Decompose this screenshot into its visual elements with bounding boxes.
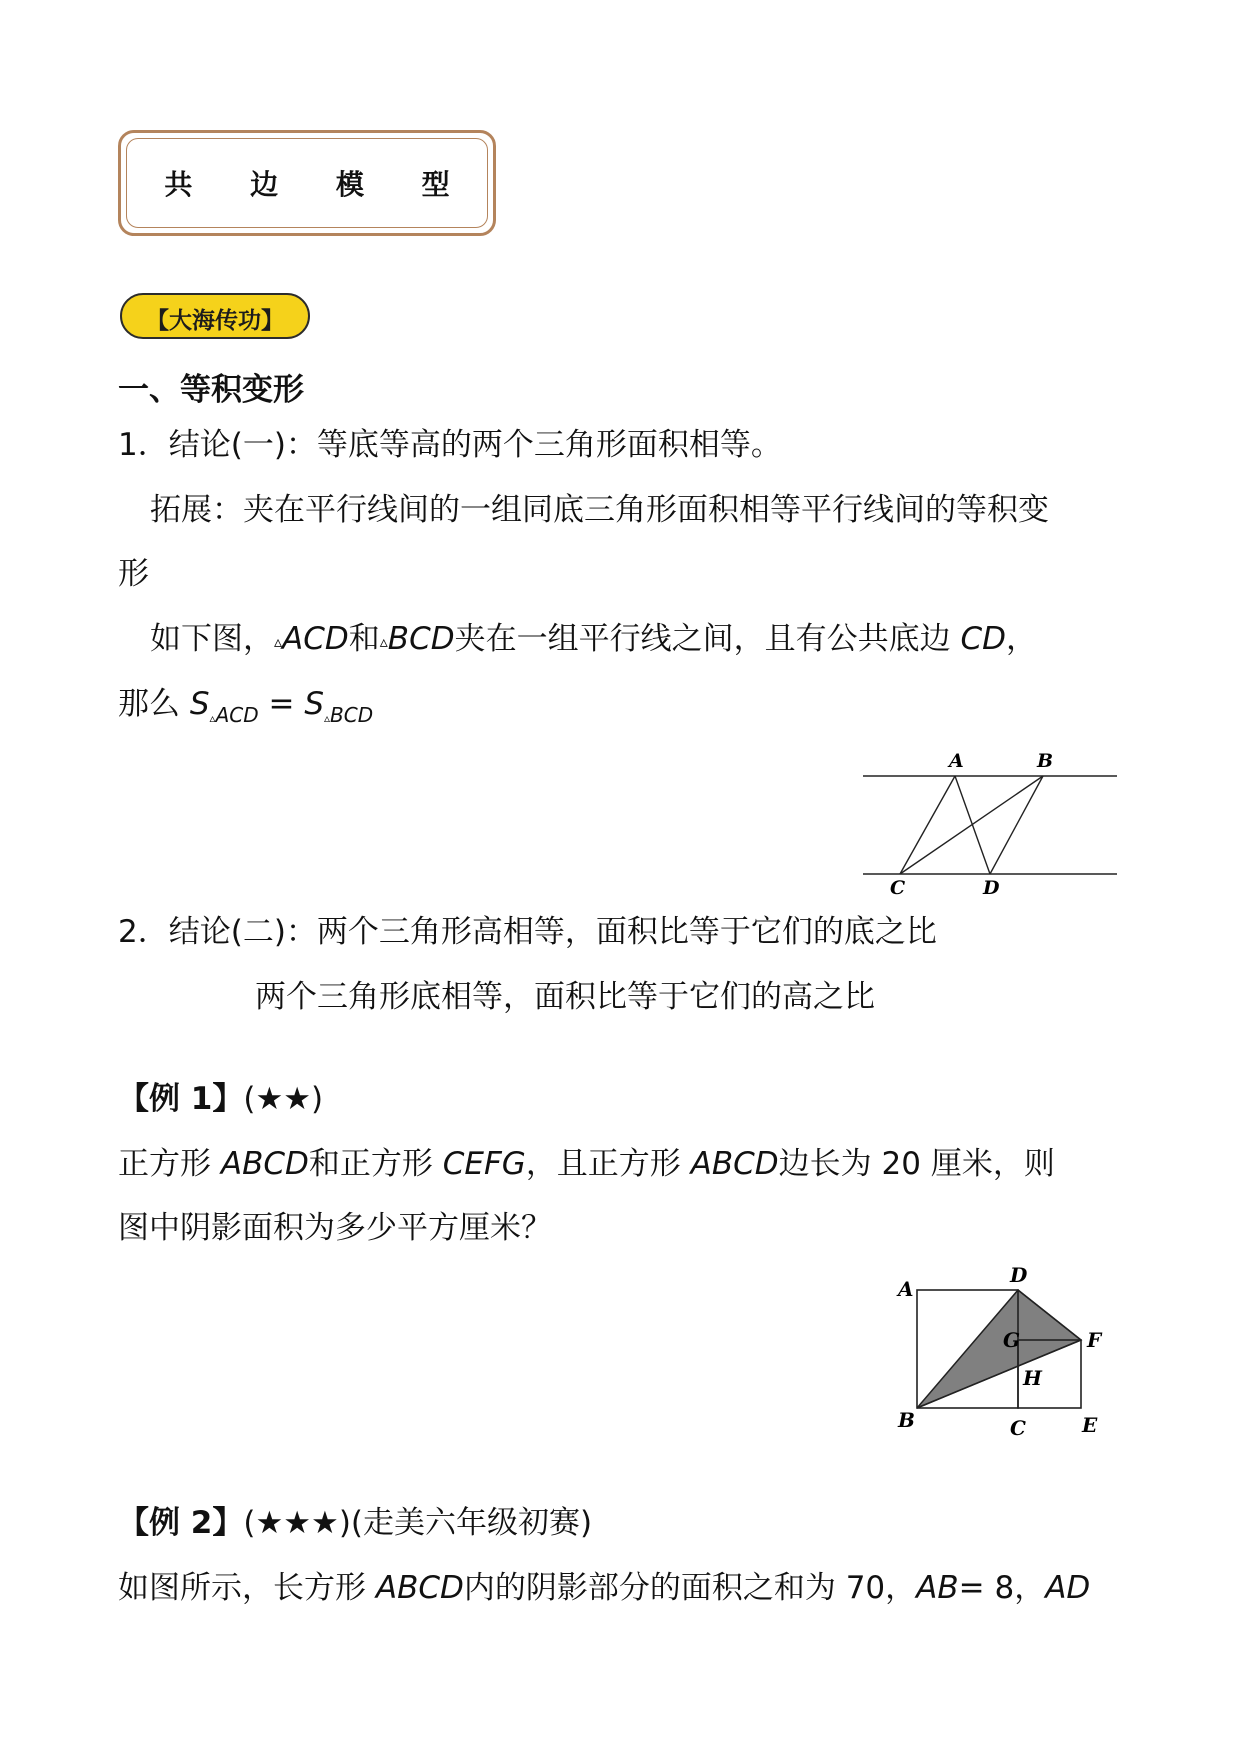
example-1-line-2: 图中阴影面积为多少平方厘米？ xyxy=(118,1210,552,1246)
and-text: 和 xyxy=(348,621,380,657)
subscript-bcd: BCD xyxy=(330,703,374,727)
label-b: B xyxy=(898,1408,915,1432)
example-1-line-1 xyxy=(118,1144,1055,1184)
text-fragment: ，且正方形 xyxy=(525,1146,681,1182)
label-d: D xyxy=(1010,1263,1028,1287)
label-c: C xyxy=(1010,1416,1026,1440)
triangle-symbol: ▵ xyxy=(274,632,283,651)
section-badge xyxy=(120,293,310,339)
label-c: C xyxy=(890,877,906,899)
badge-label: 【大海传功】 xyxy=(146,308,284,334)
title-box xyxy=(118,130,496,236)
segment-ac xyxy=(900,776,955,874)
conclusion-1: 1．结论(一)：等底等高的两个三角形面积相等。 xyxy=(118,427,782,463)
middle-text: 夹在一组平行线之间，且有公共底边 xyxy=(454,621,951,657)
triangle-symbol: ▵ xyxy=(324,711,331,725)
extension-line-1: 拓展：夹在平行线间的一组同底三角形面积相等平行线间的等积变 xyxy=(150,492,1049,528)
label-b: B xyxy=(1037,750,1054,772)
triangle-bcd: BCD xyxy=(387,621,455,657)
square-abcd: ABCD xyxy=(690,1146,779,1182)
squares-figure xyxy=(885,1260,1135,1445)
parallel-lines-figure xyxy=(855,740,1125,900)
segment-bd xyxy=(990,776,1043,874)
example-sentence xyxy=(150,619,1037,662)
extension-line-2: 形 xyxy=(118,556,149,592)
subscript-acd: ACD xyxy=(215,703,259,727)
triangle-symbol: ▵ xyxy=(379,632,388,651)
example-1-label: 【例 1】 xyxy=(118,1081,244,1117)
example-prefix: 如下图， xyxy=(150,621,274,657)
conclusion-2-line-2: 两个三角形底相等，面积比等于它们的高之比 xyxy=(255,979,875,1015)
then-text: 那么 xyxy=(118,686,180,722)
segment-ab-label: AB xyxy=(916,1570,959,1606)
text-fragment: 和正方形 xyxy=(308,1146,433,1182)
label-d: D xyxy=(983,877,1000,899)
text-fragment: = 8， xyxy=(958,1570,1046,1606)
area-symbol: S xyxy=(189,686,210,722)
text-fragment: 边长为 20 厘米，则 xyxy=(778,1146,1055,1182)
text-fragment: 正方形 xyxy=(118,1146,211,1182)
area-symbol: S xyxy=(304,686,325,722)
example-2-label: 【例 2】 xyxy=(118,1505,244,1541)
rect-abcd: ABCD xyxy=(375,1570,464,1606)
example-1-stars: (★★) xyxy=(243,1081,324,1117)
shaded-triangle xyxy=(917,1290,1081,1408)
label-a: A xyxy=(949,750,964,772)
equals-sign: = xyxy=(268,686,295,722)
triangle-symbol: ▵ xyxy=(209,711,216,725)
section-heading: 一、等积变形 xyxy=(118,372,304,408)
area-equation xyxy=(118,684,373,738)
label-h: H xyxy=(1023,1366,1042,1390)
square-abcd: ABCD xyxy=(220,1146,309,1182)
base-cd: CD xyxy=(960,621,1006,657)
square-cefg: CEFG xyxy=(442,1146,526,1182)
triangle-acd: ACD xyxy=(282,621,349,657)
example-2-heading xyxy=(118,1503,592,1543)
label-f: F xyxy=(1087,1328,1102,1352)
segment-ad-label: AD xyxy=(1045,1570,1091,1606)
text-fragment: 如图所示，长方形 xyxy=(118,1570,366,1606)
example-2-line-1 xyxy=(118,1568,1090,1608)
example-1-heading xyxy=(118,1079,323,1119)
segment-bc xyxy=(900,776,1043,874)
page-title: 共 边 模 型 xyxy=(164,168,474,201)
conclusion-2-line-1: 2．结论(二)：两个三角形高相等，面积比等于它们的底之比 xyxy=(118,914,937,950)
label-g: G xyxy=(1003,1328,1021,1352)
label-e: E xyxy=(1082,1413,1098,1437)
example-2-stars: (★★★)(走美六年级初赛) xyxy=(243,1505,593,1541)
comma: ， xyxy=(1005,621,1037,657)
label-a: A xyxy=(898,1277,914,1301)
text-fragment: 内的阴影部分的面积之和为 70， xyxy=(463,1570,917,1606)
